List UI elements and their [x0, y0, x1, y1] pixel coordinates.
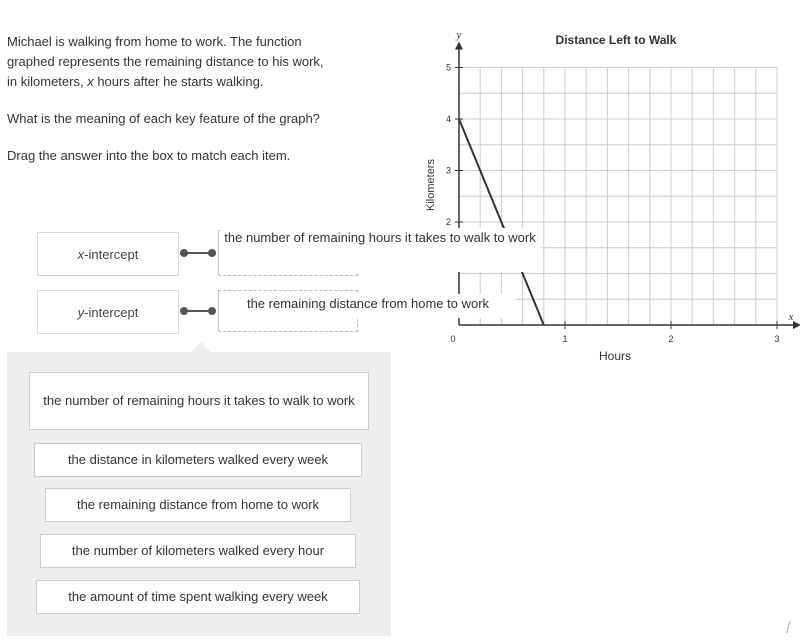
graph-y-label: Kilometers [425, 159, 437, 211]
intro-var-x: x [87, 74, 94, 89]
y-intercept-connector [180, 307, 216, 315]
answer-chip-text: the distance in kilometers walked every week [67, 452, 329, 467]
graph-x-label: Hours [598, 349, 632, 363]
graph-title: Distance Left to Walk [555, 33, 677, 47]
y-axis-arrow [455, 42, 463, 50]
y-tick-label: 2 [445, 217, 451, 227]
graph-grid [459, 68, 777, 326]
y-intercept-placed-text: the remaining distance from home to work [246, 296, 490, 311]
answer-chip-text: the number of remaining hours it takes to walk to work [43, 393, 355, 408]
answer-chip[interactable] [40, 534, 356, 568]
y-intercept-placed-answer[interactable] [220, 294, 516, 318]
x-tick-label: 1 [562, 334, 568, 344]
answer-chip[interactable] [29, 372, 369, 430]
y-tick-label: 5 [445, 62, 451, 73]
question-prompt: What is the meaning of each key feature of the graph? [7, 111, 320, 126]
corner-glyph: / [786, 620, 791, 637]
x-intercept-placed-text: the number of remaining hours it takes to walk to work [224, 230, 536, 245]
x-intercept-connector [180, 249, 216, 257]
question-instruction: Drag the answer into the box to match each item. [7, 148, 291, 163]
x-tick-label: 2 [668, 334, 674, 344]
y-intercept-term [37, 290, 179, 334]
intro-line-2: graphed represents the remaining distance to his work, [7, 54, 324, 69]
answer-chip[interactable] [34, 443, 362, 477]
answer-chip[interactable] [36, 580, 360, 614]
y-tick-label: 3 [445, 165, 451, 176]
x-tick-label: 0 [450, 334, 456, 344]
graph-x-axis-var: x [788, 311, 794, 323]
x-tick-label: 3 [774, 334, 780, 344]
y-intercept-var: y [77, 304, 85, 320]
y-tick-label: 4 [445, 114, 451, 124]
answer-chip[interactable] [45, 488, 351, 522]
graph-y-axis-var: y [456, 29, 462, 41]
x-axis-arrow [793, 321, 800, 329]
x-intercept-placed-answer[interactable] [220, 228, 540, 272]
x-intercept-var: x [77, 246, 85, 262]
intro-line-1: Michael is walking from home to work. The function [7, 34, 302, 49]
answer-chip-text: the number of kilometers walked every hour [71, 543, 325, 558]
graph-axes [455, 42, 800, 330]
x-intercept-term [37, 232, 179, 276]
question-intro [7, 32, 387, 92]
y-intercept-label: -intercept [84, 304, 139, 320]
x-intercept-label: -intercept [84, 246, 139, 262]
answer-chip-text: the remaining distance from home to work [76, 497, 320, 512]
intro-line-3-pre: in kilometers, [7, 74, 88, 89]
intro-line-3-post: hours after he starts walking. [93, 74, 264, 89]
answer-chip-text: the amount of time spent walking every week [68, 589, 328, 604]
